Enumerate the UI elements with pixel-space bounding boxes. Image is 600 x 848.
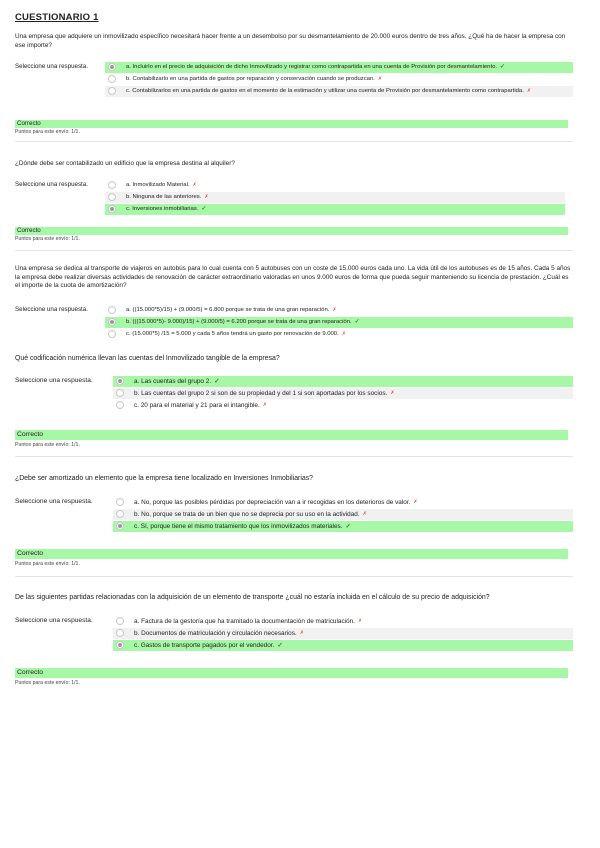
option-label: a. No, porque las posibles pérdidas por depreciación van a ir recogidas en los deterioros de valor. <box>134 499 411 506</box>
question-4 <box>15 354 573 363</box>
check-icon: ✓ <box>277 642 283 649</box>
x-icon: ✗ <box>362 511 367 517</box>
option-label: c. Sí, porque tiene el mismo tratamiento que los inmovilizados materiales. <box>134 523 343 530</box>
answer-block-1 <box>15 62 573 98</box>
divider <box>15 576 573 577</box>
answer-block-4 <box>15 376 573 412</box>
option-b[interactable] <box>105 74 573 85</box>
option-label: c. Gastos de transporte pagados por el vendedor. <box>134 642 275 649</box>
question-text: De las siguientes partidas relacionadas con la adquisición de un elemento de transporte ¿cuál no estaría incluida en el cálculo de su precio de adquisición? <box>15 594 490 601</box>
select-label: Seleccione una respuesta. <box>15 377 93 384</box>
options-list <box>105 62 573 98</box>
option-label: a. Las cuentas del grupo 2. <box>134 378 212 385</box>
option-a[interactable] <box>105 180 565 191</box>
option-label: b. Las cuentas del grupo 2 si son de su propiedad y del 1 si son aportadas por los socios. <box>134 390 388 397</box>
points-text: Puntos para este envío: 1/1. <box>15 680 80 686</box>
radio-button[interactable] <box>115 498 124 507</box>
x-icon: ✗ <box>377 76 383 82</box>
option-c[interactable] <box>105 329 573 340</box>
divider <box>15 141 573 142</box>
points-text: Puntos para este envío: 1/1. <box>15 129 80 135</box>
x-icon: ✗ <box>192 182 197 188</box>
answer-block-6 <box>15 616 573 652</box>
radio-button[interactable] <box>107 318 116 327</box>
question-3 <box>15 265 573 291</box>
question-5 <box>15 474 573 483</box>
radio-button[interactable] <box>107 181 116 190</box>
option-label: c. 20 para el material y 21 para el intangible. <box>134 402 260 409</box>
option-label: a. Incluirlo en el precio de adquisición de dicho Inmovilizado y registrar como contrapartida en una cuenta de Provisión por desmantelamiento. <box>126 64 497 70</box>
options-list <box>113 616 573 652</box>
option-a[interactable] <box>113 376 573 387</box>
question-text: Una empresa que adquiere un inmovilizado específico necesitará hacer frente a un desembolso por su desmantelamiento de 20.000 euros dentro de tres años. ¿Qué ha de hacer la empresa con ese importe? <box>15 33 566 49</box>
option-b[interactable] <box>105 192 565 203</box>
status-correct: Correcto <box>15 549 568 559</box>
option-label: a. ((15.000*5)/15) + (9.000/5) = 6.800 porque se trata de una gran reparación. <box>126 307 330 313</box>
options-list <box>105 180 565 216</box>
x-icon: ✗ <box>357 618 363 624</box>
option-a[interactable] <box>105 62 573 73</box>
question-text: ¿Dónde debe ser contabilizado un edificio que la empresa destina al alquiler? <box>15 160 235 167</box>
radio-button[interactable] <box>107 63 116 72</box>
radio-button[interactable] <box>115 401 124 410</box>
radio-button[interactable] <box>107 205 116 214</box>
option-label: b. Documentos de matriculación y circulación necesarios. <box>134 630 297 637</box>
x-icon: ✗ <box>390 390 395 396</box>
option-c[interactable] <box>105 86 573 97</box>
check-icon: ✓ <box>214 378 220 385</box>
radio-button[interactable] <box>115 617 124 626</box>
question-text: Una empresa se dedica al transporte de viajeros en autobús para lo cual cuenta con 5 autobuses con un coste de 15.000 euros cada uno. La vida útil de los autobuses es de 15 años. Cada 5 años la empresa debe realizar diversas actividades de renovación de carácter extraordinario valoradas en unos 9.000 euros de forma que pueda seguir manteniendo su licencia de prestación. ¿Cuál es el importe de la cuota de amortización? <box>15 265 571 290</box>
question-1 <box>15 33 573 50</box>
divider <box>15 456 573 457</box>
radio-button[interactable] <box>115 377 124 386</box>
radio-button[interactable] <box>115 510 124 519</box>
radio-button[interactable] <box>115 641 124 650</box>
radio-button[interactable] <box>107 306 116 315</box>
question-6 <box>15 593 573 602</box>
radio-button[interactable] <box>115 522 124 531</box>
x-icon: ✗ <box>526 88 532 94</box>
check-icon: ✓ <box>500 64 505 70</box>
option-b[interactable] <box>113 509 573 520</box>
x-icon: ✗ <box>299 630 304 636</box>
status-correct: Correcto <box>15 668 568 678</box>
answer-block-3 <box>15 305 573 341</box>
option-label: c. (15.000*5) /15 = 5.000 y cada 5 años tendrá un gasto por renovación de 9.000. <box>126 331 339 337</box>
select-label: Seleccione una respuesta. <box>15 306 88 313</box>
option-b[interactable] <box>105 317 573 328</box>
question-2 <box>15 160 573 169</box>
x-icon: ✗ <box>413 499 418 505</box>
radio-button[interactable] <box>115 389 124 398</box>
x-icon: ✗ <box>204 194 209 200</box>
option-c[interactable] <box>105 204 565 215</box>
option-a[interactable] <box>105 305 573 316</box>
select-label: Seleccione una respuesta. <box>15 181 88 188</box>
option-a[interactable] <box>113 497 573 508</box>
answer-block-5 <box>15 497 573 533</box>
answer-block-2 <box>15 180 573 216</box>
status-correct: Correcto <box>15 120 568 128</box>
option-label: a. Inmovilizado Material. <box>126 182 190 188</box>
x-icon: ✗ <box>332 307 337 313</box>
option-label: b. (((15.000*5)- 9.000)/15) + (9.000/5) = 6.200 porque se trata de una gran reparación. <box>126 319 352 325</box>
radio-button[interactable] <box>107 330 116 339</box>
option-label: b. Contabilizarlo en una partida de gastos por reparación y conservación cuando se produzcan. <box>126 76 375 82</box>
radio-button[interactable] <box>107 193 116 202</box>
select-label: Seleccione una respuesta. <box>15 617 93 624</box>
radio-button[interactable] <box>107 87 116 96</box>
options-list <box>113 497 573 533</box>
options-list <box>113 376 573 412</box>
option-a[interactable] <box>113 616 573 627</box>
option-label: b. Ninguna de las anteriores. <box>126 194 202 200</box>
points-text: Puntos para este envío: 1/1. <box>15 561 80 567</box>
radio-button[interactable] <box>115 629 124 638</box>
page-title: CUESTIONARIO 1 <box>15 12 99 23</box>
points-text: Puntos para este envío: 1/1. <box>15 442 80 448</box>
select-label: Seleccione una respuesta. <box>15 63 88 70</box>
question-text: Qué codificación numérica llevan las cuentas del Inmovilizado tangible de la empresa? <box>15 355 280 362</box>
divider <box>15 250 573 251</box>
radio-button[interactable] <box>107 75 116 84</box>
check-icon: ✓ <box>354 319 360 325</box>
select-label: Seleccione una respuesta. <box>15 498 93 505</box>
options-list <box>105 305 573 341</box>
check-icon: ✓ <box>201 206 207 212</box>
option-c[interactable] <box>113 400 573 411</box>
option-b[interactable] <box>113 388 573 399</box>
status-correct: Correcto <box>15 227 568 235</box>
option-label: b. No, porque se trata de un bien que no se deprecia por su uso en la actividad. <box>134 511 360 518</box>
x-icon: ✗ <box>341 331 346 337</box>
option-c[interactable] <box>113 521 573 532</box>
status-correct: Correcto <box>15 430 568 440</box>
option-b[interactable] <box>113 628 573 639</box>
option-label: a. Factura de la gestoría que ha tramitado la documentación de matriculación. <box>134 618 355 625</box>
option-label: c. Inversiones inmobiliarias. <box>126 206 199 212</box>
points-text: Puntos para este envío: 1/1. <box>15 236 80 242</box>
x-icon: ✗ <box>262 402 267 408</box>
check-icon: ✓ <box>345 523 351 530</box>
option-c[interactable] <box>113 640 573 651</box>
question-text: ¿Debe ser amortizado un elemento que la empresa tiene localizado en Inversiones Inmobiliarias? <box>15 475 313 482</box>
option-label: c. Contabilizarlos en una partida de gastos en el momento de la estimación y utilizar una cuenta de Provisión por desmantelamiento como contrapartida. ✗ <box>126 88 532 94</box>
